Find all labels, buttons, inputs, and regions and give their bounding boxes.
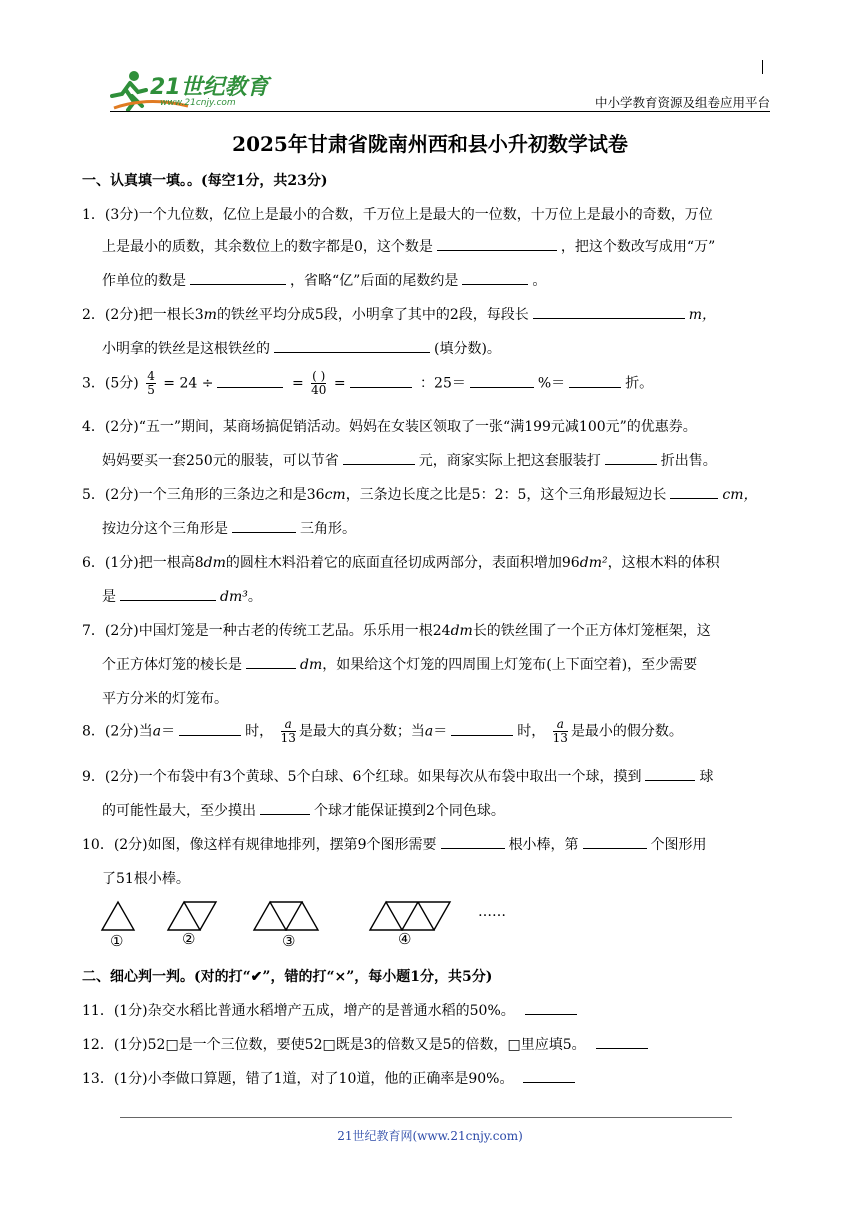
question-9-line-1 xyxy=(82,766,713,786)
page-title: 2025年甘肃省陇南州西和县小升初数学试卷 xyxy=(232,132,628,156)
q7-text: 7．(2分)中国灯笼是一种古老的传统工艺品。乐乐用一根24 xyxy=(82,623,451,639)
variable-a: a xyxy=(152,723,162,740)
numerator: 4 xyxy=(147,369,155,383)
ellipsis: …… xyxy=(478,904,506,920)
q9-text: 9．(2分)一个布袋中有3个黄球、5个白球、6个红球。如果每次从布袋中取出一个球，摸到 xyxy=(82,769,642,785)
q2-text: (填分数)。 xyxy=(434,341,501,357)
answer-blank-q3-2[interactable] xyxy=(350,375,412,388)
unit-dm3: dm³ xyxy=(220,589,248,605)
unit-cm: cm xyxy=(324,487,346,503)
denominator: 13 xyxy=(280,731,296,745)
answer-blank-q1-2[interactable] xyxy=(190,272,286,285)
q1-text: ，把这个数改写成用“万” xyxy=(560,239,716,255)
answer-blank-q5-1[interactable] xyxy=(670,486,718,499)
q2-text: 2．(2分)把一根长3 xyxy=(82,307,204,323)
figure-2-triangles xyxy=(168,902,200,930)
q4-text: 元，商家实际上把这套服装打 xyxy=(418,453,601,469)
q2-text: 小明拿的铁丝是这根铁丝的 xyxy=(102,341,270,357)
answer-blank-q10-1[interactable] xyxy=(441,836,505,849)
question-6-line-2 xyxy=(102,586,262,606)
answer-blank-q2-2[interactable] xyxy=(274,340,430,353)
denominator: 5 xyxy=(147,383,155,397)
q8-text: 时， xyxy=(245,723,274,740)
answer-blank-q12[interactable] xyxy=(596,1036,648,1049)
answer-blank-q1-3[interactable] xyxy=(462,272,528,285)
q3-text: 3．(5分) xyxy=(82,375,139,392)
q8-text: 时， xyxy=(517,723,546,740)
q1-text: 作单位的数是 xyxy=(102,273,186,289)
q2-text: 的铁丝平均分成5段，小明拿了其中的2段，每段长 xyxy=(216,307,529,323)
q5-text: ，三条边长度之比是5：2：5，这个三角形最短边长 xyxy=(345,487,667,503)
question-9-line-2 xyxy=(102,800,505,820)
q11-text: 11．(1分)杂交水稻比普通水稻增产五成，增产的是普通水稻的50%。 xyxy=(82,1003,515,1019)
figure-4-triangles xyxy=(370,902,402,930)
question-4-line-2 xyxy=(102,450,717,470)
q8-text: 8．(2分)当 xyxy=(82,723,153,740)
q6-text: 。 xyxy=(247,589,262,605)
q9-text: 的可能性最大，至少摸出 xyxy=(102,803,256,819)
question-5-line-1 xyxy=(82,484,758,504)
question-2-line-2 xyxy=(102,338,501,358)
answer-blank-q9-2[interactable] xyxy=(260,802,310,815)
q13-text: 13．(1分)小李做口算题，错了1道，对了10道，他的正确率是90%。 xyxy=(82,1071,514,1087)
question-7-line-3: 平方分米的灯笼布。 xyxy=(102,691,228,707)
answer-blank-q3-1[interactable] xyxy=(217,375,283,388)
q3-text: = 24 ÷ xyxy=(163,375,214,392)
figure-4-triangles xyxy=(386,902,450,930)
question-10-line-1 xyxy=(82,834,707,854)
answer-blank-q1-1[interactable] xyxy=(437,238,557,251)
footer-site[interactable]: 21世纪教育网(www.21cnjy.com) xyxy=(337,1129,523,1143)
question-7-line-2 xyxy=(102,654,697,674)
unit-m: m， xyxy=(688,307,717,323)
fraction-a-13 xyxy=(553,718,568,745)
question-10-line-2: 了51根小棒。 xyxy=(102,871,190,887)
question-8 xyxy=(82,718,683,745)
question-5-line-2 xyxy=(102,518,356,538)
answer-blank-q6-1[interactable] xyxy=(120,588,216,601)
q4-text: 妈妈要买一套250元的服装，可以节省 xyxy=(102,453,339,469)
q5-text: 按边分这个三角形是 xyxy=(102,521,228,537)
denominator: 40 xyxy=(311,383,327,397)
q3-text: %＝ xyxy=(537,375,566,392)
section-heading-2: 二、细心判一判。(对的打“✔”，错的打“×”，每小题1分，共5分) xyxy=(82,969,493,985)
answer-blank-q9-1[interactable] xyxy=(645,768,695,781)
figure-label-2: ② xyxy=(182,930,196,948)
q8-text: ＝ xyxy=(161,723,176,740)
q7-text: 长的铁丝围了一个正方体灯笼框架，这 xyxy=(472,623,711,639)
answer-blank-q8-1[interactable] xyxy=(179,723,241,736)
q1-text: 。 xyxy=(532,273,547,289)
q10-text: 根小棒，第 xyxy=(508,837,579,853)
fraction-blank-40 xyxy=(311,370,326,397)
denominator: 13 xyxy=(552,731,568,745)
answer-blank-q2-1[interactable] xyxy=(533,306,685,319)
q4-text: 折出售。 xyxy=(660,453,717,469)
platform-name: 中小学教育资源及组卷应用平台 xyxy=(594,95,770,110)
question-11 xyxy=(82,1000,581,1020)
question-1-line-2 xyxy=(102,236,715,256)
q6-text: ，这根木料的体积 xyxy=(607,555,720,571)
q10-text: 个图形用 xyxy=(650,837,707,853)
figure-1-triangles xyxy=(102,902,134,930)
answer-blank-q8-2[interactable] xyxy=(451,723,513,736)
answer-blank-q10-2[interactable] xyxy=(583,836,647,849)
q7-text: ，如果给这个灯笼的四周围上灯笼布(上下面空着)，至少需要 xyxy=(322,657,698,673)
numerator: a xyxy=(553,718,568,732)
unit-dm2: dm² xyxy=(579,555,608,571)
q3-text: = xyxy=(291,375,304,392)
answer-blank-q3-3[interactable] xyxy=(470,375,534,388)
numerator: a xyxy=(281,718,296,732)
logo-url: www.21cnjy.com xyxy=(160,98,236,108)
q1-text: 上是最小的质数，其余数位上的数字都是0，这个数是 xyxy=(102,239,433,255)
unit-cm: cm， xyxy=(722,487,758,503)
question-3 xyxy=(82,370,653,397)
question-7-line-1 xyxy=(82,620,711,640)
unit-dm: dm xyxy=(300,657,323,673)
q6-text: 的圆柱木料沿着它的底面直径切成两部分，表面积增加96 xyxy=(225,555,580,571)
q6-text: 是 xyxy=(102,589,116,605)
figure-label-1: ① xyxy=(110,932,124,950)
q8-text: ＝ xyxy=(433,723,448,740)
section-heading-1: 一、认真填一填。。(每空1分，共23分) xyxy=(82,173,328,189)
q7-text: 个正方体灯笼的棱长是 xyxy=(102,657,242,673)
figure-label-4: ④ xyxy=(398,930,412,948)
question-2-line-1 xyxy=(82,304,716,324)
q9-text: 个球才能保证摸到2个同色球。 xyxy=(314,803,505,819)
question-13 xyxy=(82,1068,579,1088)
logo-wordmark: 21世纪教育 xyxy=(150,75,269,100)
q3-text: 折。 xyxy=(625,375,654,392)
answer-blank-q13[interactable] xyxy=(523,1070,575,1083)
question-6-line-1 xyxy=(82,552,720,572)
numerator[interactable]: ( ) xyxy=(312,369,326,383)
q5-text: 5．(2分)一个三角形的三条边之和是36 xyxy=(82,487,325,503)
q3-text: = xyxy=(333,375,346,392)
figure-2-triangles xyxy=(184,902,216,930)
question-1-line-1: 1．(3分)一个九位数，亿位上是最小的合数，千万位上是最大的一位数，十万位上是最小的奇数，万位 xyxy=(82,207,713,223)
triangle-pattern-figure xyxy=(96,894,526,956)
figure-label-3: ③ xyxy=(282,932,296,950)
q6-text: 6．(1分)把一根高8 xyxy=(82,555,204,571)
answer-blank-q3-4[interactable] xyxy=(569,375,621,388)
question-1-line-3 xyxy=(102,270,546,290)
q1-text: ，省略“亿”后面的尾数约是 xyxy=(290,273,459,289)
q8-text: 是最小的假分数。 xyxy=(570,723,683,740)
figure-3-triangles xyxy=(254,902,286,930)
unit-dm: dm xyxy=(203,555,226,571)
unit-dm: dm xyxy=(450,623,473,639)
unit-m: m xyxy=(203,307,217,323)
header-tick xyxy=(762,60,763,74)
q12-text: 12．(1分)52□是一个三位数，要使52□既是3的倍数又是5的倍数，□里应填5。 xyxy=(82,1037,586,1053)
answer-blank-q4-2[interactable] xyxy=(605,452,657,465)
answer-blank-q5-2[interactable] xyxy=(232,520,296,533)
q5-text: 三角形。 xyxy=(300,521,356,537)
variable-a: a xyxy=(424,723,434,740)
fraction-a-13 xyxy=(281,718,296,745)
question-12 xyxy=(82,1034,652,1054)
fraction-4-5 xyxy=(146,370,156,397)
q8-text: 是最大的真分数；当 xyxy=(298,723,425,740)
q3-text: ：25＝ xyxy=(420,375,466,392)
answer-blank-q7-1[interactable] xyxy=(246,656,296,669)
q10-text: 10．(2分)如图，像这样有规律地排列，摆第9个图形需要 xyxy=(82,837,437,853)
answer-blank-q11[interactable] xyxy=(525,1002,577,1015)
header-divider xyxy=(110,111,770,112)
q9-text: 球 xyxy=(699,769,714,785)
answer-blank-q4-1[interactable] xyxy=(343,452,415,465)
question-4-line-1: 4．(2分)“五一”期间，某商场搞促销活动。妈妈在女装区领取了一张“满199元减100元”的优惠券。 xyxy=(82,419,697,435)
footer-divider xyxy=(120,1117,732,1118)
